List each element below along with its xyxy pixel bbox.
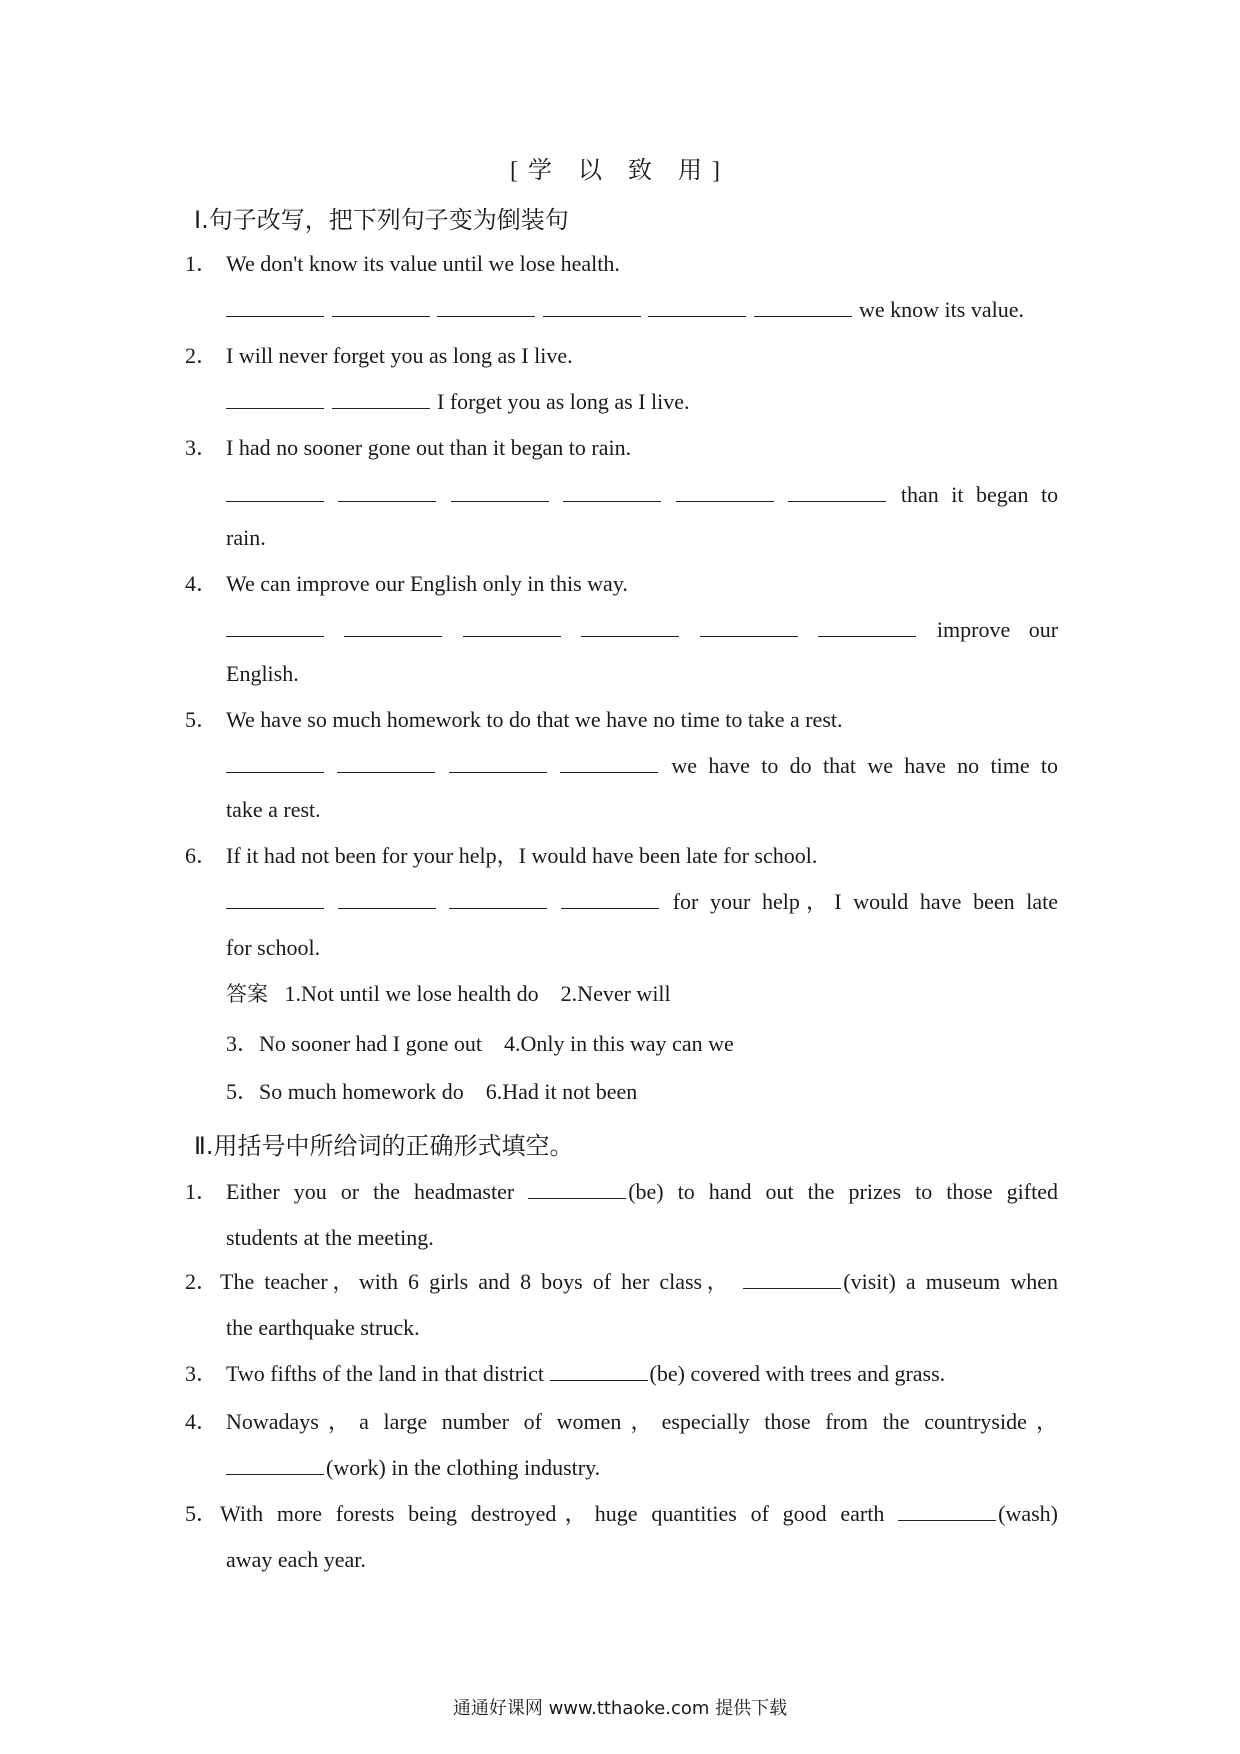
blank[interactable] [226,312,324,317]
s2-q5-number: 5． [185,1501,219,1526]
s2-q1-text-post: (be) to hand out the prizes to those gifted [628,1179,1058,1204]
s2-q1-line-2: students at the meeting. [226,1225,434,1250]
s1-q4-tail-continued: English. [226,661,299,686]
blank[interactable] [338,904,436,909]
blank[interactable] [700,632,798,637]
blank[interactable] [337,768,435,773]
s2-q5-text-pre: With more forests being destroyed，huge quantities of good earth [220,1501,885,1526]
s1-q3-sentence: I had no sooner gone out than it began to rain. [226,435,632,460]
s2-q3-line [226,1360,945,1388]
blank[interactable] [788,497,886,502]
section-2-heading: Ⅱ.用括号中所给词的正确形式填空。 [194,1132,574,1160]
s1-q4-answer-line [226,616,1058,644]
s1-q1-sentence: We don't know its value until we lose health. [226,251,620,276]
s2-q2-text-post: (visit) a museum when [843,1269,1058,1294]
blank[interactable] [560,768,658,773]
s2-q5-line [220,1500,1058,1528]
s1-q6-sentence: If it had not been for your help，I would have been late for school. [226,843,818,868]
s1-q5-tail: we have to do that we have no time to [671,753,1059,778]
blank[interactable] [581,632,679,637]
s1-q6-number: 6． [185,843,219,868]
blank[interactable] [754,312,852,317]
blank[interactable] [676,497,774,502]
blank[interactable] [226,768,324,773]
s1-q6-tail: for your help，I would have been late [672,889,1059,914]
blank[interactable] [226,404,324,409]
blank[interactable] [743,1284,841,1289]
blank[interactable] [563,497,661,502]
s1-q1-number: 1． [185,251,219,276]
s1-q3-tail: than it began to [900,482,1059,507]
s1-q5-sentence: We have so much homework to do that we have no time to take a rest. [226,707,843,732]
s2-q5-line-2: away each year. [226,1547,366,1572]
s1-q1-tail: we know its value. [859,297,1024,322]
answer-line-3: 5．So much homework do 6.Had it not been [226,1079,638,1104]
s2-q2-line-2: the earthquake struck. [226,1315,420,1340]
s2-q1-text-pre: Either you or the headmaster [226,1179,515,1204]
s2-q4-text-pre: Nowadays，a large number of women，especially those from the countryside， [226,1409,1058,1434]
s2-q4-text-post: (work) in the clothing industry. [326,1455,601,1480]
s2-q5-text-post: (wash) [998,1501,1058,1526]
blank[interactable] [648,312,746,317]
s2-q4-line-2 [226,1454,600,1482]
blank[interactable] [463,632,561,637]
blank[interactable] [226,632,324,637]
s2-q1-number: 1． [185,1179,219,1204]
blank[interactable] [344,632,442,637]
s1-q5-answer-line [226,752,1058,780]
blank[interactable] [338,497,436,502]
answer-line-1 [226,980,671,1008]
blank[interactable] [898,1516,996,1521]
s2-q3-text-pre: Two fifths of the land in that district [226,1361,545,1386]
answer-label: 答案 [226,982,268,1006]
blank[interactable] [543,312,641,317]
section-1-heading: Ⅰ.句子改写，把下列句子变为倒装句 [194,206,569,234]
blank[interactable] [332,404,430,409]
s1-q2-answer-line [226,388,690,416]
blank[interactable] [561,904,659,909]
blank[interactable] [449,904,547,909]
s1-q6-answer-line [226,888,1058,916]
blank[interactable] [818,632,916,637]
s2-q4-number: 4． [185,1409,219,1434]
blank[interactable] [332,312,430,317]
s2-q3-text-post: (be) covered with trees and grass. [649,1361,946,1386]
s2-q2-line [220,1268,1058,1296]
answer-text-1: 1.Not until we lose health do 2.Never will [284,981,671,1006]
s1-q3-answer-line [226,481,1058,509]
s2-q3-number: 3． [185,1361,219,1386]
s1-q2-tail: I forget you as long as I live. [437,389,690,414]
blank[interactable] [550,1376,648,1381]
blank[interactable] [449,768,547,773]
s1-q2-sentence: I will never forget you as long as I live. [226,343,573,368]
blank[interactable] [437,312,535,317]
s2-q2-number: 2． [185,1269,219,1294]
s1-q4-sentence: We can improve our English only in this way. [226,571,628,596]
s1-q2-number: 2． [185,343,219,368]
s1-q3-number: 3． [185,435,219,460]
s2-q1-line [226,1178,1058,1206]
blank[interactable] [226,1470,324,1475]
s1-q5-tail-continued: take a rest. [226,797,321,822]
s1-q5-number: 5． [185,707,219,732]
blank[interactable] [451,497,549,502]
footer: 通通好课网 www.tthaoke.com 提供下载 [452,1698,788,1719]
blank[interactable] [528,1194,626,1199]
s1-q3-tail-continued: rain. [226,525,266,550]
page-title: [学 以 致 用] [510,158,730,184]
s2-q4-line [226,1408,1058,1436]
blank[interactable] [226,497,324,502]
s1-q4-number: 4． [185,571,219,596]
blank[interactable] [226,904,324,909]
s1-q4-tail: improve our [936,617,1059,642]
s1-q1-answer-line [226,296,1024,324]
answer-line-2: 3．No sooner had I gone out 4.Only in this way can we [226,1031,734,1056]
s2-q2-text-pre: The teacher，with 6 girls and 8 boys of her class， [220,1269,734,1294]
s1-q6-tail-continued: for school. [226,935,321,960]
